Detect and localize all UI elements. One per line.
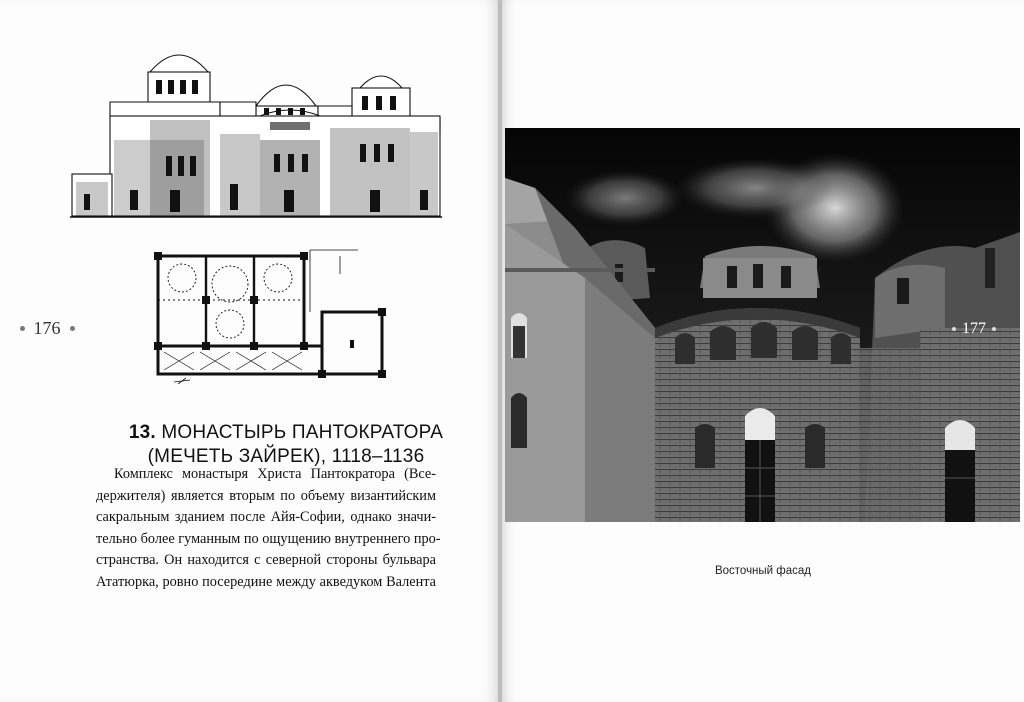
page-number-right-text: 177 xyxy=(962,320,986,337)
church-elevation-drawing-icon xyxy=(70,44,442,222)
body-line: Комплекс монастыря Христа Пантократора (Все- xyxy=(114,466,436,482)
body-paragraph xyxy=(96,464,441,593)
folio-dot-icon xyxy=(992,327,996,331)
left-page xyxy=(0,0,502,702)
section-number: 13. xyxy=(128,422,156,443)
section-title: МОНАСТЫРЬ ПАНТОКРАТОРА xyxy=(161,422,444,443)
church-east-facade-photo-icon xyxy=(505,128,1020,522)
body-line: сакральным зданием после Айя-Софии, однако значи- xyxy=(96,509,436,525)
page-number-right xyxy=(952,320,996,338)
photo-caption: Восточный фасад xyxy=(714,565,812,577)
section-heading-line2: (МЕЧЕТЬ ЗАЙРЕК), 1118–1136 xyxy=(147,446,425,467)
church-floor-plan-icon xyxy=(150,244,390,390)
page-number-left-text: 176 xyxy=(33,317,61,338)
folio-dot-icon xyxy=(70,326,75,331)
section-heading-line1 xyxy=(96,421,476,445)
folio-dot-icon xyxy=(952,327,956,331)
body-line: Ататюрка, ровно посередине между акведуком Валента xyxy=(96,573,436,590)
body-line: странства. Он находится с северной стороны бульвара xyxy=(96,552,436,568)
page-number-left xyxy=(0,317,94,339)
folio-dot-icon xyxy=(20,326,25,331)
body-line: держителя) является вторым по объему византийским xyxy=(96,487,436,504)
body-line: тельно более гуманным по ощущению внутреннего про- xyxy=(96,530,441,547)
section-heading xyxy=(96,421,476,469)
